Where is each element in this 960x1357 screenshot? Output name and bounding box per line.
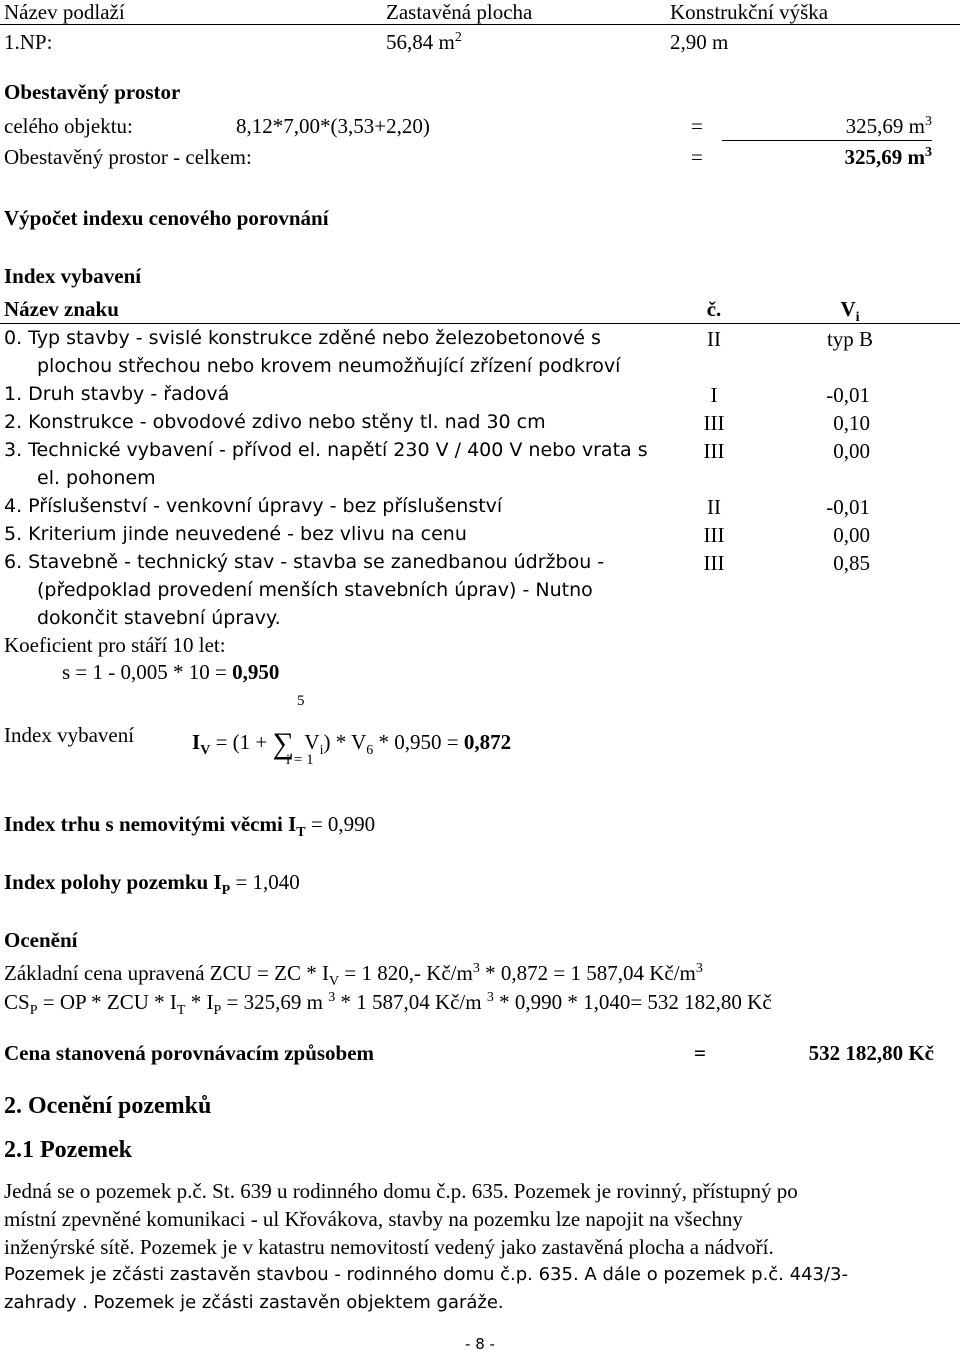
header-rule	[0, 24, 960, 25]
iv-sum-lower: i = 1	[286, 752, 314, 768]
comparative-price-eq: =	[694, 1041, 706, 1065]
sum-rule	[722, 140, 932, 141]
item-6-line-1: 6. Stavebně - technický stav - stavba se zanedbanou údržbou -	[4, 551, 605, 573]
built-volume-title: Obestavěný prostor	[4, 80, 181, 104]
floor-row-height: 2,90 m	[670, 30, 729, 54]
item-5-no: III	[703, 523, 725, 547]
built-volume-total-eq: =	[691, 145, 703, 169]
item-0-line-1: 0. Typ stavby - svislé konstrukce zděné nebo železobetonové s	[4, 327, 601, 349]
item-6-line-2: (předpoklad provedení menších stavebních úprav) - Nutno	[37, 579, 593, 601]
land-para-line-4: Pozemek je zčásti zastavěn stavbou - rodinného domu č.p. 635. A dále o pozemek p.č. 443/3-	[4, 1264, 848, 1285]
built-volume-total-value: 325,69 $m^3$	[844, 145, 932, 169]
item-0-line-2: plochou střechou nebo krovem neumožňující zřízení podkroví	[37, 355, 621, 377]
item-4-no: II	[707, 495, 721, 519]
iv-sum-upper: 5	[297, 693, 305, 709]
iv-label: Index vybavení	[4, 723, 135, 747]
item-4-v: -0,01	[826, 495, 870, 519]
location-index: Index polohy pozemku $I_P = 1,040$	[4, 870, 300, 899]
built-volume-eq: =	[691, 114, 703, 138]
item-0-no: II	[707, 327, 721, 351]
floor-header-name: Název podlaží	[4, 0, 125, 24]
market-index: Index trhu s nemovitými věcmi $I_T = 0,990$	[4, 812, 376, 841]
built-volume-total-label: Obestavěný prostor - celkem:	[4, 145, 252, 169]
item-4-line-1: 4. Příslušenství - venkovní úpravy - bez příslušenství	[4, 495, 503, 517]
land-section-title: 2. Ocenění pozemků	[4, 1093, 212, 1119]
floor-row-area: 56,84 $m^2$	[386, 30, 462, 54]
floor-row-name: 1.NP:	[4, 30, 53, 54]
item-3-line-1: 3. Technické vybavení - přívod el. napětí 230 V / 400 V nebo vrata s	[4, 439, 648, 461]
land-para-line-1: Jedná se o pozemek p.č. St. 639 u rodinného domu č.p. 635. Pozemek je rovinný, přístupný po	[4, 1179, 798, 1203]
col-name-header: Název znaku	[4, 297, 119, 321]
land-para-line-3: inženýrské sítě. Pozemek je v katastru nemovitostí vedený jako zastavěná plocha a nádvoří.	[4, 1235, 774, 1259]
comparative-price-value: 532 182,80 Kč	[808, 1041, 934, 1065]
valuation-line-2: $CS_P$ = OP * ZCU * $I_T * I_P = 325,69$ m $^3$ * 1 587,04 Kč/m $^3$ * 0,990 * 1,040= 532 182,80 Kč	[4, 990, 772, 1019]
item-6-line-3: dokončit stavební úpravy.	[37, 607, 281, 629]
item-2-no: III	[703, 411, 725, 435]
page-number: - 8 -	[465, 1335, 495, 1353]
item-1-line-1: 1. Druh stavby - řadová	[4, 383, 230, 405]
table-rule	[0, 323, 960, 324]
valuation-line-1: Základní cena upravená ZCU = ZC * $I_V = 1$ 820,- $Kč/m^3 * 0,872 = 1$ 587,04 $Kč/m^3$	[4, 961, 703, 990]
comparative-price-label: Cena stanovená porovnávacím způsobem	[4, 1041, 375, 1065]
item-5-line-1: 5. Kriterium jinde neuvedené - bez vlivu na cenu	[4, 523, 467, 545]
equipment-index-title: Index vybavení	[4, 264, 142, 288]
item-2-v: 0,10	[833, 411, 870, 435]
built-volume-row-label: celého objektu:	[4, 114, 133, 138]
valuation-title: Ocenění	[4, 928, 78, 952]
item-1-no: I	[710, 383, 718, 407]
floor-header-area: Zastavěná plocha	[386, 0, 533, 24]
iv-formula: $I_V = (1$ + ∑ $V_i) * V_6 * 0,950 = 0,872$	[192, 727, 512, 760]
age-coef-formula: s = 1 - 0,005 * 10 = 0,950	[62, 660, 280, 684]
land-subsection-title: 2.1 Pozemek	[4, 1137, 132, 1163]
col-v-header: $V_i$	[840, 297, 860, 326]
built-volume-value: 325,69 $m^3$	[845, 114, 932, 138]
item-1-v: -0,01	[826, 383, 870, 407]
item-3-v: 0,00	[833, 439, 870, 463]
item-6-no: III	[703, 551, 725, 575]
land-para-line-2: místní zpevněné komunikaci - ul Křovákova, stavby na pozemku lze napojit na všechny	[4, 1207, 743, 1231]
age-coef-label: Koeficient pro stáří 10 let:	[4, 633, 226, 657]
sum-icon: ∑	[272, 727, 294, 760]
index-calc-title: Výpočet indexu cenového porovnání	[4, 206, 329, 230]
item-3-no: III	[703, 439, 725, 463]
built-volume-formula: 8,12*7,00*(3,53+2,20)	[236, 114, 430, 138]
item-5-v: 0,00	[833, 523, 870, 547]
item-3-line-2: el. pohonem	[37, 467, 156, 489]
floor-header-height: Konstrukční výška	[670, 0, 829, 24]
item-2-line-1: 2. Konstrukce - obvodové zdivo nebo stěny tl. nad 30 cm	[4, 411, 546, 433]
item-6-v: 0,85	[833, 551, 870, 575]
item-0-v: typ B	[826, 327, 874, 351]
land-para-line-5: zahrady . Pozemek je zčásti zastavěn objektem garáže.	[4, 1292, 504, 1313]
col-no-header: č.	[706, 297, 722, 321]
